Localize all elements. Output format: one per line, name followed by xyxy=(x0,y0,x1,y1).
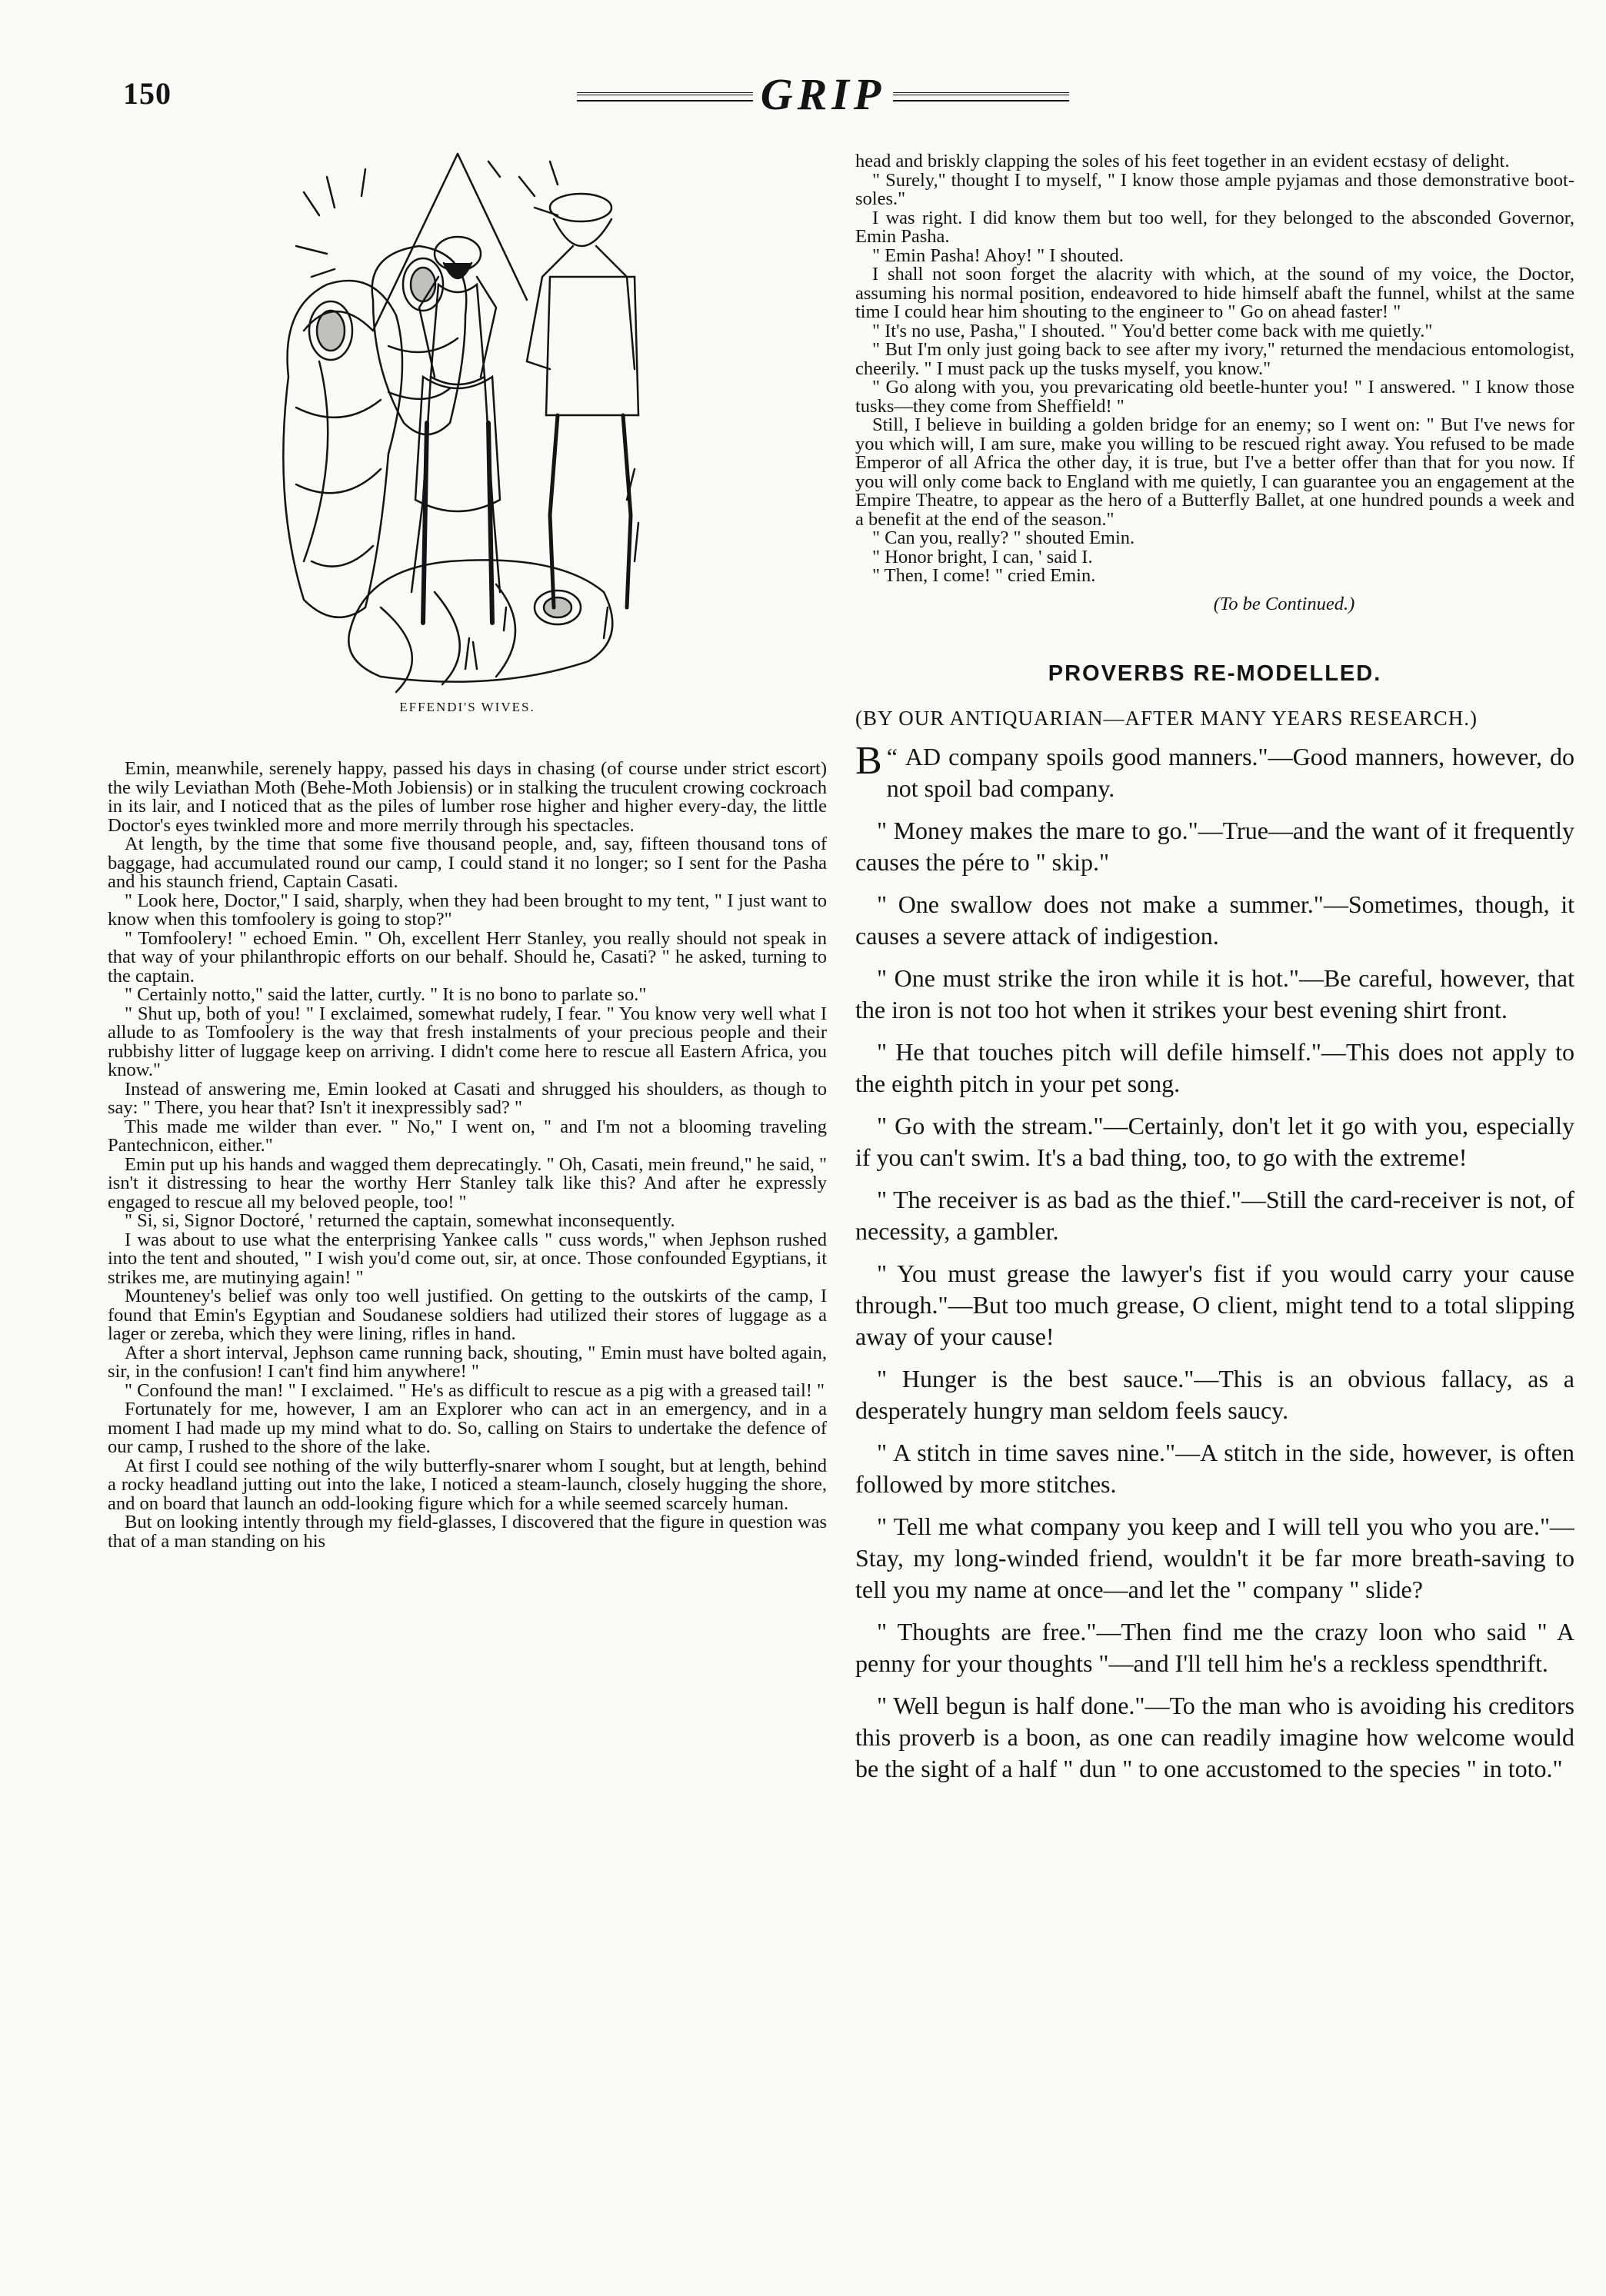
story-paragraph: " Can you, really? " shouted Emin. xyxy=(872,527,1135,548)
story-paragraph: " Look here, Doctor," I said, sharply, when they had been brought to my tent, " I just want to know when this tomfoolery is going to stop?" xyxy=(108,890,827,930)
masthead xyxy=(569,68,1077,119)
story-paragraph: Fortunately for me, however, I am an Explorer who can act in an emergency, and in a moment I had made up my mind what to do. So, calling on Stairs to undertake the defence of our camp, I rushed to the shore of the lake. xyxy=(108,1399,827,1457)
proverb-item: " One must strike the iron while it is hot."—Be careful, however, that the iron is not too hot when it strikes your best evening shirt front. xyxy=(855,963,1574,1023)
proverb-item: " One swallow does not make a summer."—Sometimes, though, it causes a severe attack of indigestion. xyxy=(855,890,1574,950)
story-paragraph: " Shut up, both of you! " I exclaimed, somewhat rudely, I fear. " You know very well what I allude to as Tomfoolery is the way that fresh instalments of your precious people and their rubbishy litter of luggage keep on arriving. I didn't come here to rescue all Eastern Africa, you know." xyxy=(108,1003,827,1080)
story-paragraph: I shall not soon forget the alacrity with which, at the sound of my voice, the Doctor, assuming his normal position, endeavored to hide himself abaft the funnel, whilst at the same time I could hear him shouting to the engineer to " Go on ahead faster! " xyxy=(855,264,1574,322)
story-paragraph: At first I could see nothing of the wily butterfly-snarer whom I sought, but at length, behind a rocky headland jutting out into the lake, I noticed a steam-launch, closely hugging the shore, and on board that launch an odd-looking figure which for a while seemed scarcely human. xyxy=(108,1455,827,1514)
proverb-item xyxy=(855,738,1574,804)
proverb-item: " He that touches pitch will defile himself."—This does not apply to the eighth pitch in your pet song. xyxy=(855,1037,1574,1097)
story-paragraph: " Certainly notto," said the latter, curtly. " It is no bono to parlate so." xyxy=(125,984,647,1005)
masthead-title: GRIP xyxy=(760,68,886,119)
proverb-item: " Tell me what company you keep and I will tell you who you are."—Stay, my long-winded friend, wouldn't it be far more breath-saving to tell you my name at once—and let the " company " slide? xyxy=(855,1512,1574,1603)
proverb-item: " Go with the stream."—Certainly, don't let it go with you, especially if you can't swim. It's a bad thing, too, to go with the extreme! xyxy=(855,1111,1574,1171)
story-paragraph: Emin, meanwhile, serenely happy, passed his days in chasing (of course under strict escort) the wily Leviathan Moth (Behe-Moth Jobiensis) or in stalking the truculent crowing cockroach in its lair, and I noticed that as the piles of lumber rose higher and higher every-day, the little Doctor's eyes twinkled more and more merrily through his spectacles. xyxy=(108,758,827,836)
proverb-item: " The receiver is as bad as the thief."—Still the card-receiver is not, of necessity, a gambler. xyxy=(855,1185,1574,1245)
page-number: 150 xyxy=(123,76,172,111)
proverb-item: " Hunger is the best sauce."—This is an obvious fallacy, as a desperately hungry man seldom feels saucy. xyxy=(855,1364,1574,1424)
story-paragraph: head and briskly clapping the soles of his feet together in an evident ecstasy of delight. xyxy=(855,152,1510,171)
illustration xyxy=(273,131,658,700)
open-quote: “ xyxy=(886,742,905,770)
drop-cap: B xyxy=(855,738,882,783)
story-paragraph: " Go along with you, you prevaricating old beetle-hunter you! " I answered. " I know those tusks—they come from Sheffield! " xyxy=(855,377,1574,417)
proverb-item: " Well begun is half done."—To the man who is avoiding his creditors this proverb is a boon, as one can readily imagine how welcome would be the sight of a half " dun " to one accustomed to the species " in toto." xyxy=(855,1691,1574,1782)
story-paragraph: But on looking intently through my field-glasses, I discovered that the figure in question was that of a man standing on his xyxy=(108,1512,827,1552)
effendis-wives-illustration xyxy=(273,131,658,700)
story-paragraph: " It's no use, Pasha," I shouted. " You'd better come back with me quietly." xyxy=(872,320,1433,341)
left-column xyxy=(108,131,827,2253)
to-be-continued: (To be Continued.) xyxy=(1213,593,1355,614)
story-paragraph: Still, I believe in building a golden bridge for an enemy; so I went on: " But I've news for you which will, I am sure, make you willing to be rescued right away. You refused to be made Emperor of all Africa the other day, it is true, but I've a better offer than that for you now. If you will only come back to England with me quietly, I can guarantee you an engagement at the Empire Theatre, to appear as the hero of a Butterfly Ballet, at one hundred pounds a week and a benefit at the end of the season." xyxy=(855,414,1574,530)
story-paragraph: I was right. I did know them but too well, for they belonged to the absconded Governor, Emin Pasha. xyxy=(855,207,1574,247)
right-column xyxy=(855,152,1574,2259)
story-paragraph: " Honor bright, I can, ' said I. xyxy=(872,546,1093,567)
story-paragraph: " Then, I come! " cried Emin. xyxy=(872,565,1096,586)
story-paragraph: Instead of answering me, Emin looked at Casati and shrugged his shoulders, as though to say: " There, you hear that? Isn't it inexpressibly sad? " xyxy=(108,1078,827,1118)
proverb-item: " A stitch in time saves nine."—A stitch in the side, however, is often followed by more stitches. xyxy=(855,1438,1574,1498)
proverb-first-text: AD company spoils good manners."—Good manners, however, do not spoil bad company. xyxy=(886,742,1574,802)
proverbs-byline: (BY OUR ANTIQUARIAN—AFTER MANY YEARS RESEARCH.) xyxy=(855,706,1478,730)
story-paragraph: Mounteney's belief was only too well justified. On getting to the outskirts of the camp, I found that Emin's Egyptian and Soudanese soldiers had utilized their stores of luggage as a lager or zereba, which they were lining, rifles in hand. xyxy=(108,1286,827,1344)
story-paragraph: " But I'm only just going back to see after my ivory," returned the mendacious entomologist, cheerily. " I must pack up the tusks myself, you know." xyxy=(855,339,1574,379)
story-paragraph: After a short interval, Jephson came running back, shouting, " Emin must have bolted again, sir, in the confusion! I can't find him anywhere! " xyxy=(108,1342,827,1382)
proverb-item: " You must grease the lawyer's fist if you would carry your cause through."—But too much grease, O client, might tend to a total slipping away of your cause! xyxy=(855,1259,1574,1350)
left-story-text xyxy=(108,760,827,1551)
masthead-rule-left xyxy=(577,92,753,95)
right-story-text xyxy=(855,152,1574,586)
story-paragraph: At length, by the time that some five thousand people, and, say, fifteen thousand tons of baggage, had accumulated round our camp, I could stand it no longer; so I sent for the Pasha and his staunch friend, Captain Casati. xyxy=(108,834,827,892)
illustration-caption: EFFENDI'S WIVES. xyxy=(399,700,535,714)
proverbs-list xyxy=(855,738,1574,1785)
story-paragraph: " Surely," thought I to myself, " I know those ample pyjamas and those demonstrative boot-soles." xyxy=(855,169,1574,209)
proverb-item: " Money makes the mare to go."—True—and the want of it frequently causes the pére to " skip." xyxy=(855,816,1574,876)
story-paragraph: This made me wilder than ever. " No," I went on, " and I'm not a blooming traveling Pantechnicon, either." xyxy=(108,1116,827,1156)
story-paragraph: " Si, si, Signor Doctoré, ' returned the captain, somewhat inconsequently. xyxy=(125,1210,675,1231)
story-paragraph: " Confound the man! " I exclaimed. " He's as difficult to rescue as a pig with a greased tail! " xyxy=(125,1379,825,1401)
masthead-rule-right xyxy=(893,92,1069,95)
story-paragraph: I was about to use what the enterprising Yankee calls " cuss words," when Jephson rushed into the tent and shouted, " I wish you'd come out, sir, at once. Those confounded Egyptians, it strikes me, are mutinying again! " xyxy=(108,1229,827,1288)
proverb-item: " Thoughts are free."—Then find me the crazy loon who said " A penny for your thoughts "—and I'll tell him he's a reckless spendthrift. xyxy=(855,1617,1574,1677)
story-paragraph: Emin put up his hands and wagged them deprecatingly. " Oh, Casati, mein freund," he said, " isn't it distressing to hear the worthy Herr Stanley talk like this? And after he expressly engaged to rescue all my beloved people, too! " xyxy=(108,1153,827,1213)
proverbs-title: PROVERBS RE-MODELLED. xyxy=(1048,661,1382,686)
story-paragraph: " Tomfoolery! " echoed Emin. " Oh, excellent Herr Stanley, you really should not speak in that way of your philanthropic efforts on our behalf. Should he, Casati? " he asked, turning to the captain. xyxy=(108,927,827,987)
story-paragraph: " Emin Pasha! Ahoy! " I shouted. xyxy=(872,245,1124,266)
